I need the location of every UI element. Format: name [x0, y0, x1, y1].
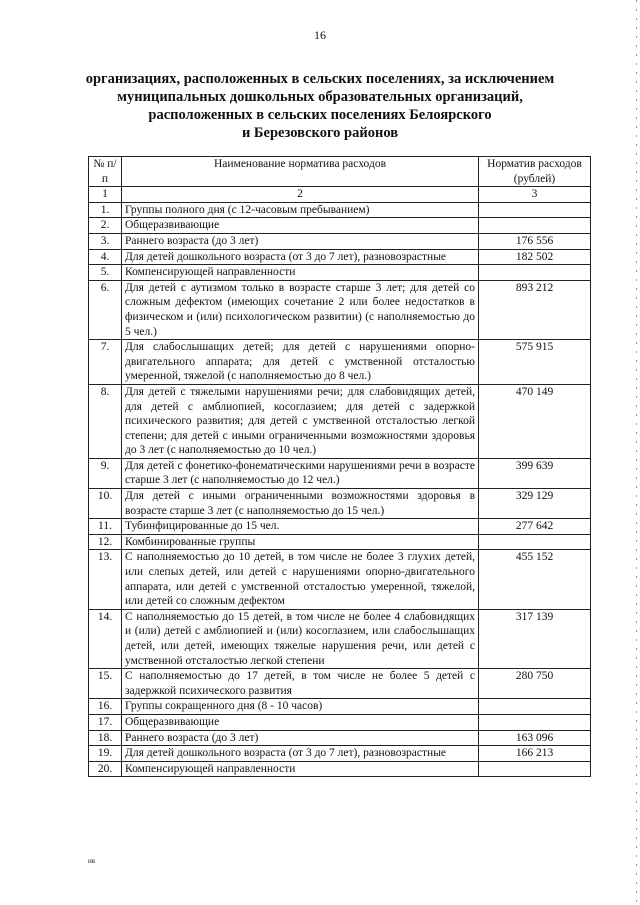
row-number: 9. [89, 458, 122, 488]
row-name: С наполняемостью до 15 детей, в том числе не более 4 слабовидящих и (или) детей с амблиопией и (или) косоглазием, или слабослышащих детей, или детей, имеющих тяжелые нарушения речи, или детей с умственной отсталостью легкой степени [122, 609, 479, 668]
table-row [89, 280, 591, 339]
row-number: 8. [89, 384, 122, 458]
row-number: 13. [89, 550, 122, 609]
table-row [89, 265, 591, 281]
row-name: Комбинированные группы [122, 534, 479, 550]
row-value [479, 714, 591, 730]
table-body [89, 202, 591, 777]
row-name: С наполняемостью до 10 детей, в том числе не более 3 глухих детей, или слепых детей, или детей с нарушениями опорно-двигательного аппарата, или детей с умственной отсталостью умеренной, тяжелой, или детей со сложным дефектом [122, 550, 479, 609]
header-value: Норматив расходов (рублей) [479, 157, 591, 187]
row-number: 3. [89, 233, 122, 249]
row-number: 7. [89, 340, 122, 385]
row-value: 399 639 [479, 458, 591, 488]
row-number: 1. [89, 202, 122, 218]
table-row [89, 714, 591, 730]
title-line: и Березовского районов [241, 125, 399, 141]
row-value: 280 750 [479, 669, 591, 699]
row-number: 11. [89, 519, 122, 535]
title-line: организациях, расположенных в сельских поселениях, за исключением [85, 71, 555, 87]
row-number: 10. [89, 489, 122, 519]
row-value [479, 699, 591, 715]
table-row [89, 699, 591, 715]
row-name: Компенсирующей направленности [122, 265, 479, 281]
row-name: Группы полного дня (с 12-часовым пребыванием) [122, 202, 479, 218]
row-value: 182 502 [479, 249, 591, 265]
row-name: Для детей с тяжелыми нарушениями речи; для слабовидящих детей, для детей с амблиопией, косоглазием; для детей с задержкой психического развития; для детей с умственной отсталостью легкой степени; для детей с иными ограниченными возможностями здоровья до 3 лет (с наполняемостью до 10 чел.) [122, 384, 479, 458]
row-name: Общеразвивающие [122, 714, 479, 730]
title-line: расположенных в сельских поселениях Белоярского [148, 107, 492, 123]
row-value: 166 213 [479, 746, 591, 762]
row-number: 16. [89, 699, 122, 715]
title-line: муниципальных дошкольных образовательных организаций, [117, 89, 523, 105]
table-header-row [89, 157, 591, 187]
column-index: 3 [479, 187, 591, 203]
table-row [89, 233, 591, 249]
header-number: № п/п [89, 157, 122, 187]
row-number: 20. [89, 761, 122, 777]
table-row [89, 249, 591, 265]
row-name: Раннего возраста (до 3 лет) [122, 233, 479, 249]
column-index: 2 [122, 187, 479, 203]
row-value: 329 129 [479, 489, 591, 519]
table-row [89, 761, 591, 777]
row-name: Для детей с фонетико-фонематическими нарушениями речи в возрасте старше 3 лет (с наполняемостью до 12 чел.) [122, 458, 479, 488]
row-value: 176 556 [479, 233, 591, 249]
footer-mark: нв [88, 857, 96, 865]
row-name: Для слабослышащих детей; для детей с нарушениями опорно-двигательного аппарата; для детей с умственной отсталостью умеренной, тяжелой (с наполняемостью до 8 чел.) [122, 340, 479, 385]
row-number: 5. [89, 265, 122, 281]
row-name: Для детей дошкольного возраста (от 3 до 7 лет), разновозрастные [122, 746, 479, 762]
row-name: Компенсирующей направленности [122, 761, 479, 777]
row-value: 575 915 [479, 340, 591, 385]
row-number: 12. [89, 534, 122, 550]
row-value: 163 096 [479, 730, 591, 746]
row-number: 18. [89, 730, 122, 746]
table-row [89, 489, 591, 519]
row-number: 17. [89, 714, 122, 730]
table-row [89, 340, 591, 385]
table-row [89, 550, 591, 609]
row-name: Группы сокращенного дня (8 - 10 часов) [122, 699, 479, 715]
table-column-index-row [89, 187, 591, 203]
row-value: 317 139 [479, 609, 591, 668]
row-number: 19. [89, 746, 122, 762]
table-row [89, 730, 591, 746]
row-value [479, 761, 591, 777]
row-value [479, 265, 591, 281]
row-number: 6. [89, 280, 122, 339]
row-value: 455 152 [479, 550, 591, 609]
table-row [89, 669, 591, 699]
table-row [89, 746, 591, 762]
row-value: 893 212 [479, 280, 591, 339]
row-number: 15. [89, 669, 122, 699]
row-number: 4. [89, 249, 122, 265]
row-name: Для детей с иными ограниченными возможностями здоровья в возрасте старше 3 лет (с наполняемостью до 15 чел.) [122, 489, 479, 519]
row-number: 14. [89, 609, 122, 668]
document-title [60, 70, 580, 142]
table-row [89, 519, 591, 535]
row-name: С наполняемостью до 17 детей, в том числе не более 5 детей с задержкой психического развития [122, 669, 479, 699]
row-name: Раннего возраста (до 3 лет) [122, 730, 479, 746]
table-row [89, 609, 591, 668]
row-value: 470 149 [479, 384, 591, 458]
page-number: 16 [314, 28, 326, 42]
table-row [89, 202, 591, 218]
table-row [89, 384, 591, 458]
scan-edge-dots [636, 0, 637, 905]
table-row [89, 534, 591, 550]
row-value [479, 218, 591, 234]
table-row [89, 458, 591, 488]
row-name: Для детей с аутизмом только в возрасте старше 3 лет; для детей со сложным дефектом (имеющих сочетание 2 или более недостатков в физическом и (или) психологическом развитии) (с наполняемостью до 5 чел.) [122, 280, 479, 339]
row-value: 277 642 [479, 519, 591, 535]
column-index: 1 [89, 187, 122, 203]
header-name: Наименование норматива расходов [122, 157, 479, 187]
expense-norms-table [88, 156, 591, 777]
row-name: Тубинфицированные до 15 чел. [122, 519, 479, 535]
row-number: 2. [89, 218, 122, 234]
table-row [89, 218, 591, 234]
row-name: Для детей дошкольного возраста (от 3 до 7 лет), разновозрастные [122, 249, 479, 265]
row-value [479, 534, 591, 550]
row-value [479, 202, 591, 218]
row-name: Общеразвивающие [122, 218, 479, 234]
